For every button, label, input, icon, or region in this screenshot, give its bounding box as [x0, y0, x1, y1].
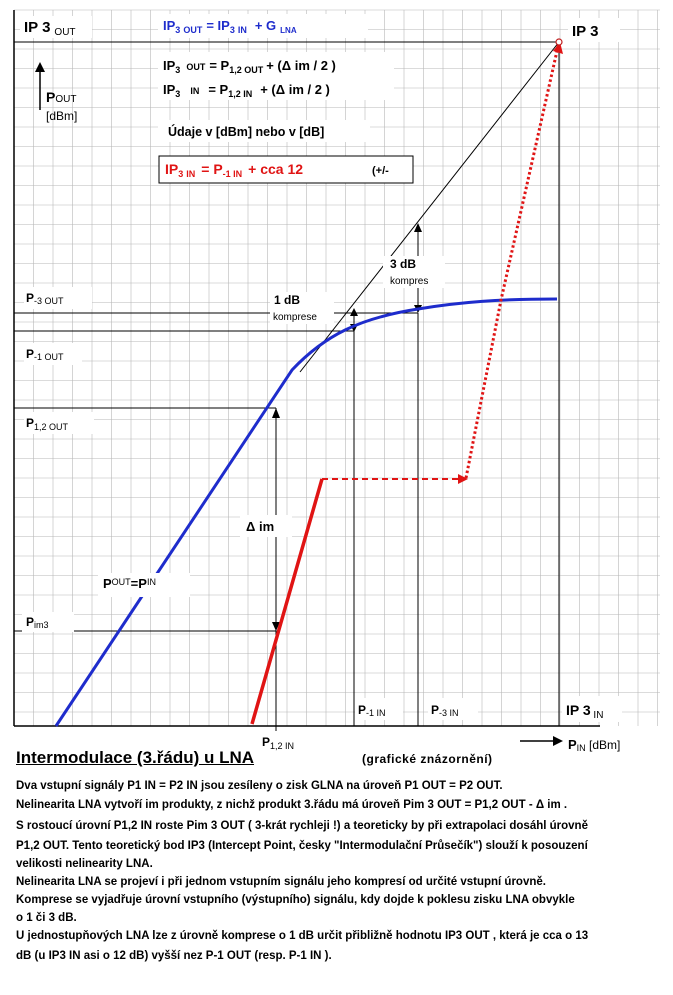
background-grid: [14, 10, 660, 726]
text-line-2: Nelinearita LNA vytvoří im produkty, z nichž produkt 3.řádu má úroveň Pim 3 OUT = P1,2 OUT - Δ im .: [16, 799, 568, 811]
ip3-out-label: IP 3 $_{OUT}$: [24, 19, 76, 38]
p1in-label: P-1 IN: [358, 703, 386, 718]
p3in-label: P-3 IN: [431, 703, 459, 718]
text-line-5: velikosti nelinearity LNA.: [16, 858, 153, 870]
one-db-label: 1 dB: [274, 293, 301, 307]
pim3-label: Pim3: [26, 615, 49, 630]
pout-axis-label: POUT: [46, 89, 77, 105]
tolerance-note: (+/-: [372, 165, 389, 177]
ip3in-label: IP 3 $_{IN}$: [566, 702, 604, 721]
ip3-point-label: IP 3: [572, 23, 599, 40]
text-line-8: o 1 či 3 dB.: [16, 912, 77, 924]
delta-im-label: Δ im: [246, 519, 275, 534]
pout-arrowhead: [35, 62, 45, 72]
ip3-point-marker: [556, 39, 562, 45]
text-line-4: P1,2 OUT. Tento teoretický bod IP3 (Intercept Point, česky "Intermodulační Průsečík") slouží k posouzení: [16, 840, 588, 852]
p3out-label: P-3 OUT: [26, 291, 64, 306]
units-note: Údaje v [dBm] nebo v [dB]: [168, 125, 325, 139]
text-line-7: Komprese se vyjadřuje úrovní vstupního (výstupního) signálu, kdy dojde k poklesu zisku LNA obvykle: [16, 894, 575, 906]
formula-ip3-in: $IP_3$ $^{IN} = P_{1,2 IN} + (\Delta$ im / 2 ): [163, 82, 330, 99]
pout-eq-pin-label: $P^{OUT}=P^{IN}$: [103, 576, 156, 591]
p12in-label: $P_{1,2 IN}$: [262, 735, 295, 751]
text-line-6: Nelinearita LNA se projeví i při jednom vstupním signálu jeho kompresí od určité vstupní úrovně.: [16, 876, 546, 888]
formula-ip3-out: $IP_3$ $^{OUT} = P_{1,2 OUT} + (\Delta$ im / 2 ): [163, 58, 336, 75]
text-line-9: U jednostupňových LNA lze z úrovně komprese o 1 dB určit přibližně hodnotu IP3 OUT , která je cca o 13: [16, 930, 589, 942]
red-formula: $IP_3$ IN = $P_{-1 IN}$ + cca 12: [165, 161, 304, 179]
pin-axis-label: PIN [dBm]: [568, 737, 621, 753]
page-subtitle: (grafické znázornění): [362, 752, 493, 766]
page-title: Intermodulace (3.řádu) u LNA: [16, 748, 255, 767]
three-db-label: 3 dB: [390, 257, 417, 271]
delta-im-arrowhead-top: [272, 408, 280, 418]
formula-ip3-gain: $IP_3$ OUT = $IP_3$ IN + G $_{LNA}$: [163, 18, 297, 35]
p12out-label: $P_{1,2 OUT}$: [26, 416, 69, 432]
one-db-arrowhead-top: [350, 308, 358, 316]
text-line-10: dB (u IP3 IN asi o 12 dB) vyšší nez P-1 OUT (resp. P-1 IN ).: [16, 950, 332, 962]
pin-arrowhead: [553, 736, 563, 746]
text-line-1: Dva vstupní signály P1 IN = P2 IN jsou zesíleny o zisk GLNA na úroveň P1 OUT = P2 OUT.: [16, 780, 503, 792]
text-line-3: S rostoucí úrovní P1,2 IN roste Pim 3 OUT ( 3-krát rychleji !) a teoreticky by při extrapolaci dosáhl úrovně: [16, 820, 588, 832]
three-db-sublabel: kompres: [390, 276, 429, 287]
p1out-label: P-1 OUT: [26, 347, 64, 362]
im3-saturation-arrowhead: [458, 474, 468, 484]
one-db-sublabel: komprese: [273, 312, 317, 323]
pout-unit-label: [dBm]: [46, 109, 78, 123]
